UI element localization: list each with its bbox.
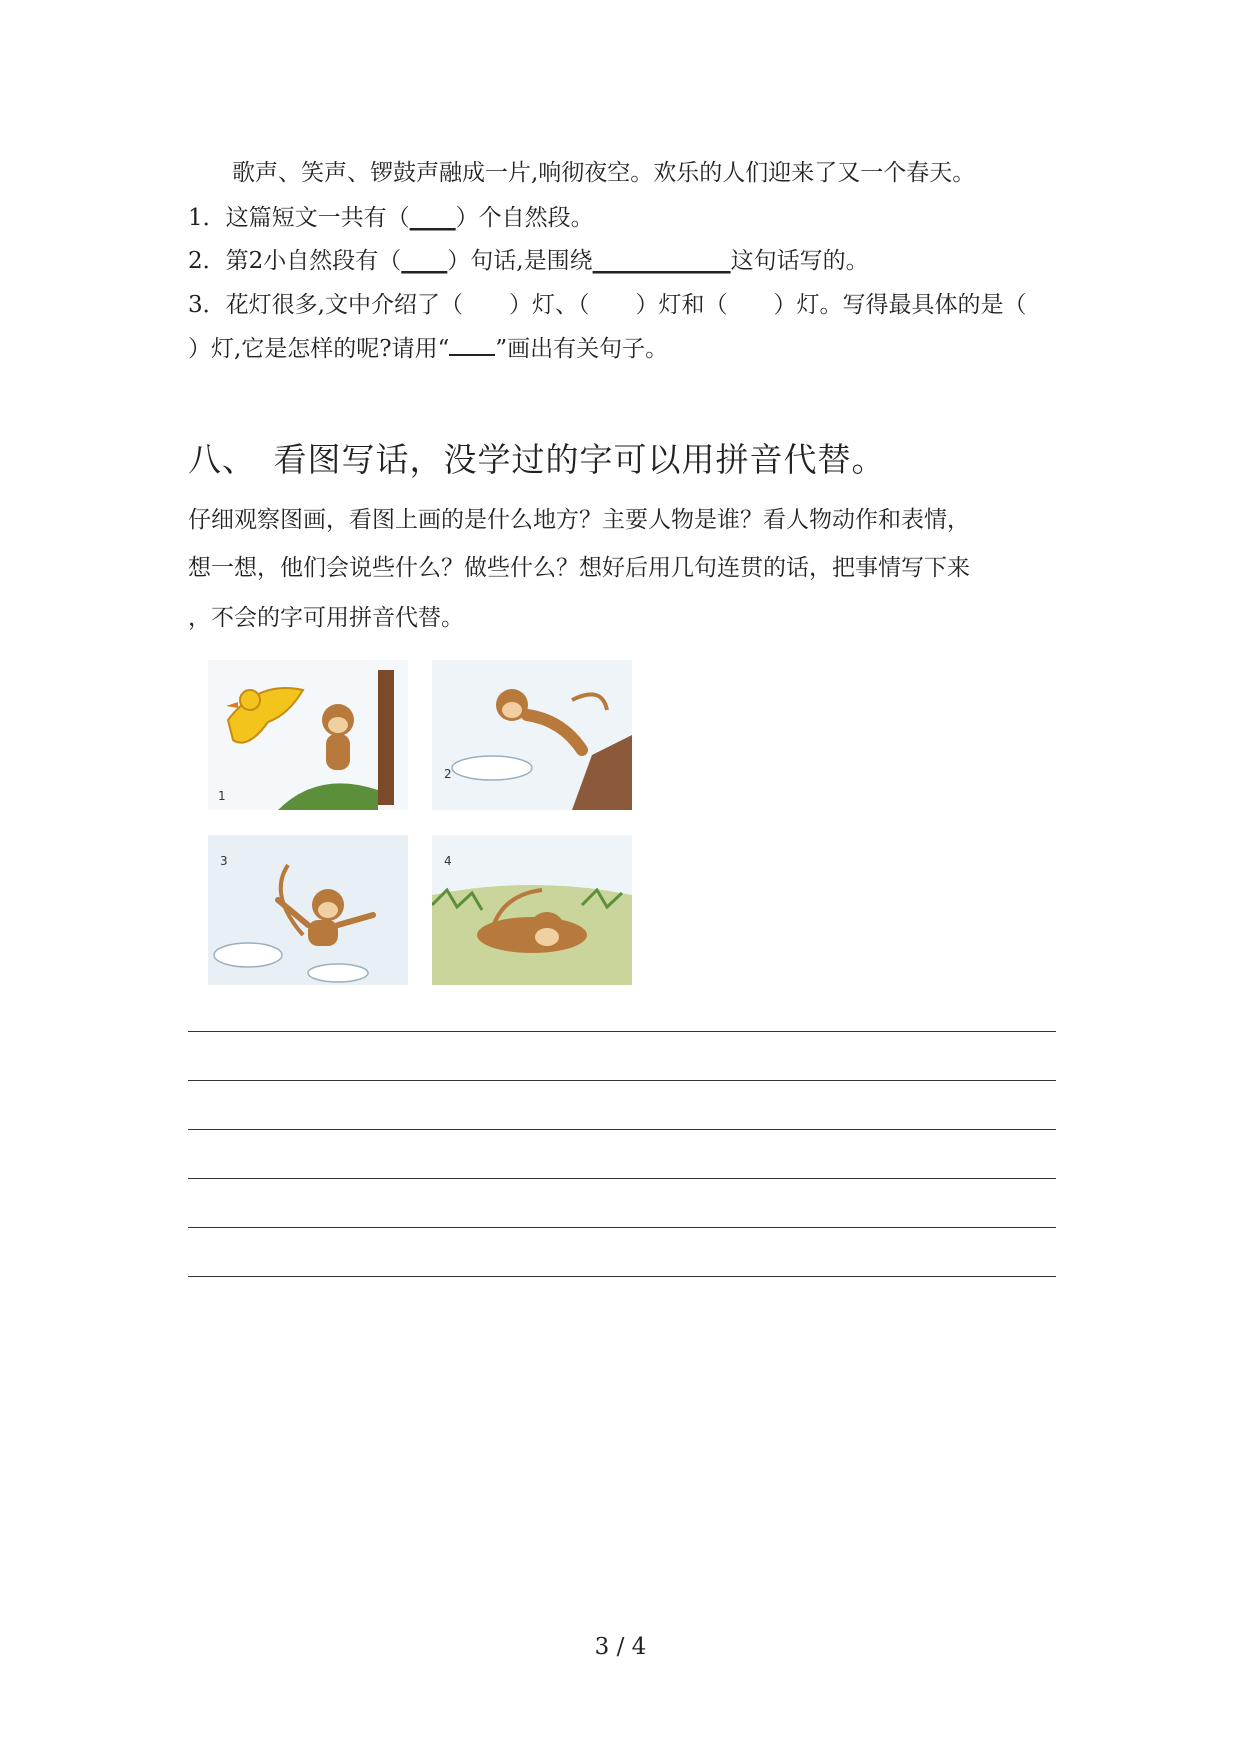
bird-and-monkey-illustration [208,660,408,810]
writing-line-2[interactable] [188,1080,1056,1081]
instruction-line-2: 想一想，他们会说些什么？做些什么？想好后用几句连贯的话，把事情写下来 [188,555,970,581]
writing-line-3[interactable] [188,1129,1056,1130]
question-1 [188,203,594,233]
question-2-prefix: 2．第2小自然段有（ [188,248,402,274]
picture-story [208,660,648,995]
question-2-middle: ）句话,是围绕 [447,248,593,274]
panel-label-2: 2 [444,767,452,781]
panel-label-1: 1 [218,789,226,803]
underline-sample [449,336,495,356]
question-2-suffix: 这句话写的。 [730,248,869,274]
question-2 [188,246,869,276]
question-1-suffix: ）个自然段。 [455,205,594,231]
question-1-blank[interactable]: ____ [409,205,456,231]
picture-panel-4 [432,835,632,985]
question-3-line-1: 3．花灯很多,文中介绍了（ ）灯、（ ）灯和（ ）灯。写得最具体的是（ [188,292,1027,318]
writing-line-6[interactable] [188,1276,1056,1277]
panel-label-3: 3 [220,854,228,868]
writing-line-5[interactable] [188,1227,1056,1228]
section-8-title: 八、 看图写话，没学过的字可以用拼音代替。 [188,440,886,479]
instruction-line-3: ，不会的字可用拼音代替。 [188,605,464,631]
falling-monkey-illustration [208,835,408,985]
jumping-monkey-illustration [432,660,632,810]
panel-label-4: 4 [444,854,452,868]
writing-line-1[interactable] [188,1031,1056,1032]
picture-panel-1 [208,660,408,810]
instruction-line-1: 仔细观察图画，看图上画的是什么地方？主要人物是谁？看人物动作和表情， [188,507,970,533]
fallen-monkey-illustration [432,835,632,985]
writing-line-4[interactable] [188,1178,1056,1179]
passage-paragraph: 歌声、笑声、锣鼓声融成一片,响彻夜空。欢乐的人们迎来了又一个春天。 [232,160,976,186]
question-3-line-2-prefix: ）灯,它是怎样的呢?请用“ [188,336,450,362]
question-2-blank-count[interactable]: ____ [401,248,448,274]
question-3-line-2-suffix: ”画出有关句子。 [495,336,669,362]
page-number: 3 / 4 [594,1634,647,1660]
picture-panel-2 [432,660,632,810]
question-3-line-2 [188,334,668,364]
question-2-blank-sentence[interactable]: ____________ [592,248,731,274]
question-1-prefix: 1．这篇短文一共有（ [188,205,410,231]
picture-panel-3 [208,835,408,985]
